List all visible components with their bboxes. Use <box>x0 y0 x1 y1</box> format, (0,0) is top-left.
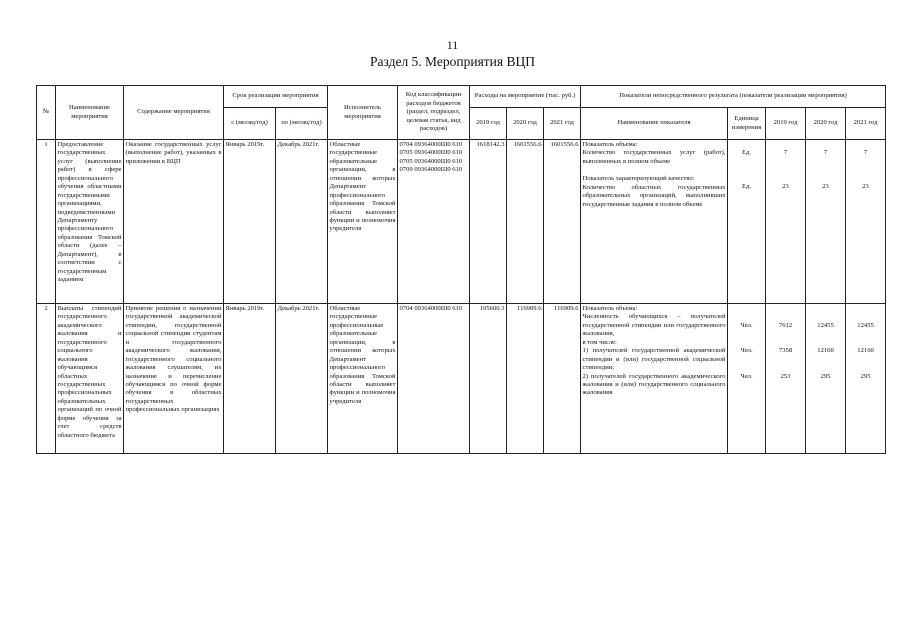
measures-table <box>36 85 886 454</box>
budget-code: 0705 09364000Ш0 610 <box>399 157 463 165</box>
unit-value: Ед. <box>742 149 752 157</box>
table-row <box>37 140 886 304</box>
table-row <box>37 304 886 454</box>
measure-name: Выплаты стипендий государственного академического жалования и государственного социального жалования обучающимся областных государственных профессиональных образовательных организаций по очной форме обучения за счет средств областного бюджета <box>56 304 124 454</box>
indicator-heading: Показатель характеризующий качество: <box>582 175 695 183</box>
indicator-value: 12455 <box>857 321 874 329</box>
indicator-text: 1) получателей государственной академической стипендии и (или) государственной социальной стипендии; <box>582 347 726 372</box>
unit-value: Ед. <box>742 183 752 191</box>
measure-name: Предоставление государственных услуг (выполнение работ) в сфере профессионального обучения областными государственными организациями, подведомственными Департаменту профессионального образования Томской области (далее – Департамент), в соответствии с государственным заданием <box>56 140 124 304</box>
budget-code: 0704 09364000Ш0 610 <box>399 141 463 148</box>
header-executor: Исполнитель мероприятия <box>328 86 398 140</box>
indicator-2021 <box>846 140 886 304</box>
expense-2021: 1601556.6 <box>544 140 581 304</box>
budget-code: 0705 09364000Ш0 610 <box>399 149 463 157</box>
indicator-heading: Показатель объема: <box>582 141 638 148</box>
executor: Областные государственные образовательные организации, в отношении которых Департамент профессионального образования Томской области выполняет функции и полномочия учредителя <box>328 140 398 304</box>
header-ind-2021: 2021 год <box>846 108 886 140</box>
indicator-2021 <box>846 304 886 454</box>
header-expenses: Расходы на мероприятие (тыс. руб.) <box>470 86 581 108</box>
header-indicators: Показатели непосредственного результата (показатели реализации мероприятия) <box>581 86 886 108</box>
header-row-top <box>37 86 886 108</box>
expense-2020: 116909.6 <box>507 304 544 454</box>
period-from: Январь 2019г. <box>224 304 276 454</box>
indicator-value: 7358 <box>778 347 793 355</box>
header-ind-2020: 2020 год <box>806 108 846 140</box>
period-to: Декабрь 2021г. <box>276 304 328 454</box>
indicator-units <box>728 304 766 454</box>
indicator-2020 <box>806 304 846 454</box>
indicator-value: 295 <box>860 372 871 380</box>
indicator-units <box>728 140 766 304</box>
expense-2019: 1618142.3 <box>470 140 507 304</box>
indicator-text: 2) получателей государственного академического жалования и (или) государственного социального жалования <box>582 372 726 397</box>
header-content: Содержание мероприятия <box>124 86 224 140</box>
indicator-value: 12160 <box>857 347 874 355</box>
unit-value: Чел. <box>740 347 753 355</box>
indicator-value: 7 <box>863 149 868 157</box>
indicator-text: Количество областных государственных образовательных организаций, выполнивших государственные задания в полном объеме <box>582 183 726 208</box>
indicator-value: 253 <box>780 372 791 380</box>
indicator-text: Численность обучающихся – получателей государственной стипендии или государственного жалования, <box>582 313 726 338</box>
indicator-spacer <box>583 166 726 175</box>
indicator-text: Количество государственных услуг (работ), выполненных в полном объеме <box>582 149 726 165</box>
budget-codes <box>398 304 470 454</box>
header-unit: Единица измерения <box>728 108 766 140</box>
page-number: 11 <box>446 38 459 52</box>
period-from: Январь 2019г. <box>224 140 276 304</box>
expense-2020: 1601556.6 <box>507 140 544 304</box>
indicator-value: 12160 <box>817 347 834 355</box>
indicator-value: 23 <box>782 183 789 191</box>
indicator-names <box>581 140 728 304</box>
header-exp-2020: 2020 год <box>507 108 544 140</box>
indicator-value: 295 <box>820 372 831 380</box>
row-num: 2 <box>37 304 56 454</box>
indicator-names <box>581 304 728 454</box>
period-to: Декабрь 2021г. <box>276 140 328 304</box>
budget-code: 0709 09364000Ш0 610 <box>399 166 463 174</box>
indicator-value: 12455 <box>817 321 834 329</box>
indicator-heading: Показатель объема: <box>582 305 638 312</box>
header-name: Наименование мероприятия <box>56 86 124 140</box>
unit-value: Чел. <box>740 321 753 329</box>
page-title: Раздел 5. Мероприятия ВЦП <box>370 54 535 69</box>
indicator-2019 <box>766 304 806 454</box>
header-period-to: по (месяц/год) <box>276 108 328 140</box>
indicator-2019 <box>766 140 806 304</box>
measure-content: Оказание государственных услуг (выполнение работ), указанных в приложении к ВЦП <box>124 140 224 304</box>
header-code: Код классификации расходов бюджетов (раздел, подраздел, целевая статья, вид расходов) <box>398 86 470 140</box>
budget-codes <box>398 140 470 304</box>
header-num: № <box>37 86 56 140</box>
header-period-from: с (месяц/год) <box>224 108 276 140</box>
indicator-value: 7 <box>823 149 828 157</box>
expense-2021: 116909.6 <box>544 304 581 454</box>
header-period: Срок реализации мероприятия <box>224 86 328 108</box>
executor: Областные государственные профессиональные образовательные организации, в отношении которых Департамент профессионального образования Томской области выполняет функции и полномочия учредителя <box>328 304 398 454</box>
budget-code: 0704 09364000Ш0 610 <box>399 305 463 312</box>
indicator-value: 23 <box>862 183 869 191</box>
indicator-value: 7 <box>783 149 788 157</box>
header-exp-2019: 2019 год <box>470 108 507 140</box>
header-indicator-name: Наименование показателя <box>581 108 728 140</box>
indicator-value: 7612 <box>778 321 793 329</box>
expense-2019: 105600.3 <box>470 304 507 454</box>
header-ind-2019: 2019 год <box>766 108 806 140</box>
indicator-2020 <box>806 140 846 304</box>
header-exp-2021: 2021 год <box>544 108 581 140</box>
unit-value: Чел. <box>740 372 753 380</box>
indicator-text: в том числе: <box>582 338 617 346</box>
row-num: 1 <box>37 140 56 304</box>
indicator-value: 23 <box>822 183 829 191</box>
measure-content: Принятие решения о назначении государственной академической стипендии, государственной социальной стипендии студентам и государственного академического жалования, государственного социального жалования слушателям, их назначение и перечисление обучающимся по очной форме обучения в областных государственных профессиональных организациях <box>124 304 224 454</box>
